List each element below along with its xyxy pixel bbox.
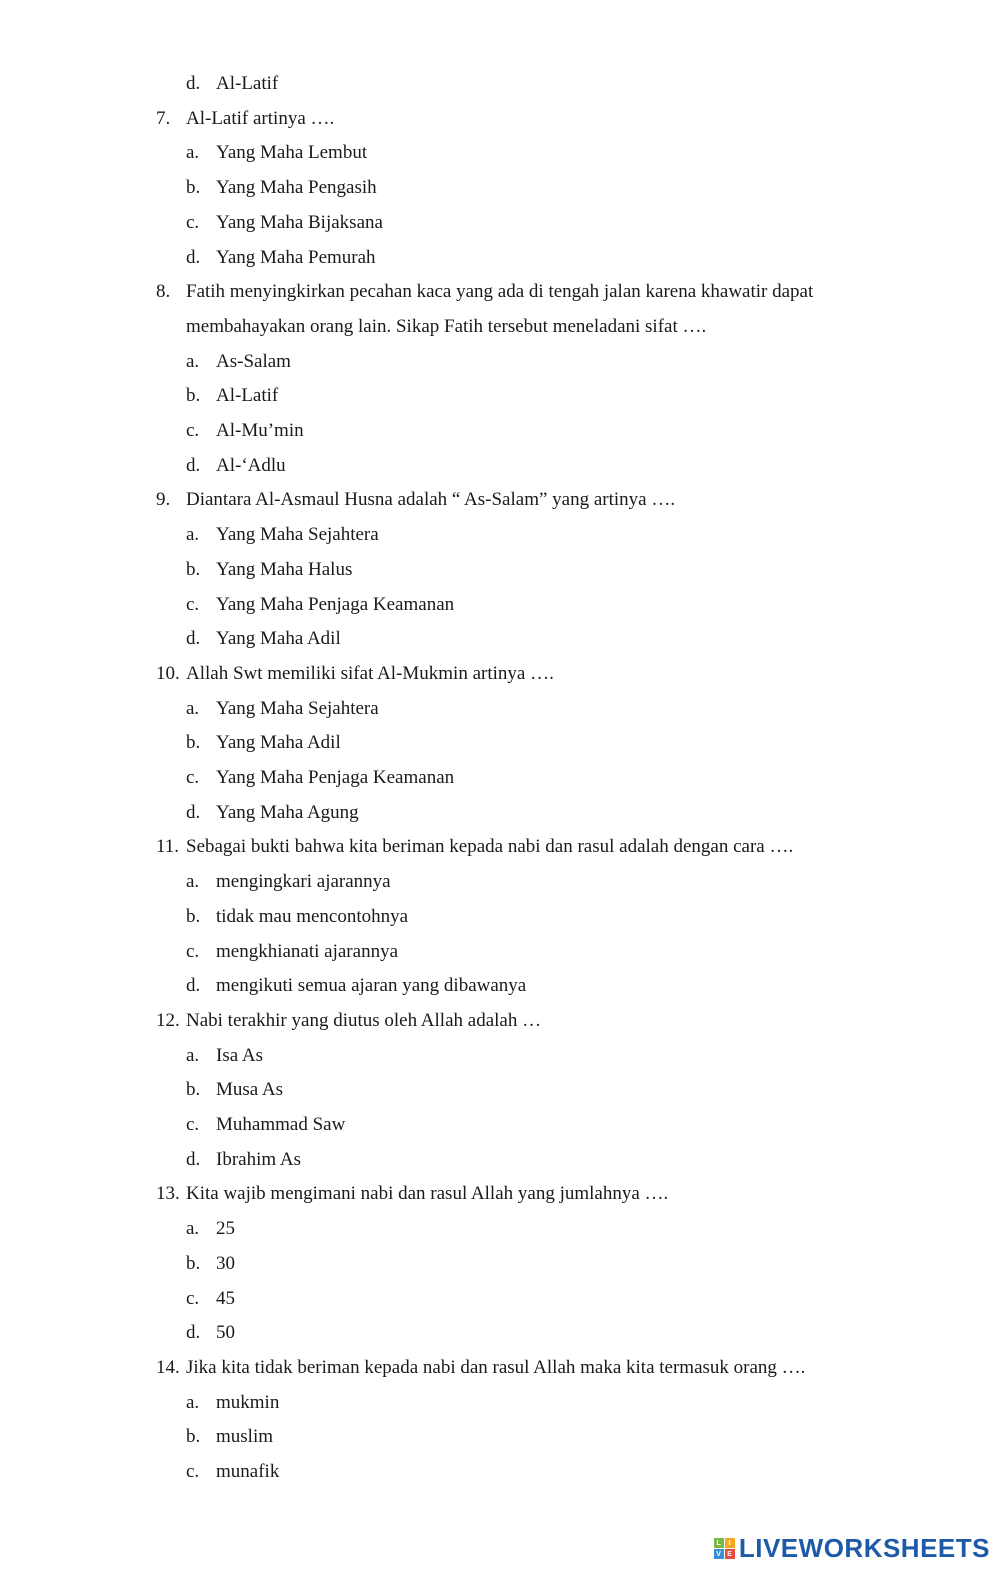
option-letter: b.	[186, 558, 201, 580]
option-letter: d.	[186, 801, 201, 823]
answer-option[interactable]	[186, 454, 286, 478]
question-text: Diantara Al-Asmaul Husna adalah “ As-Salam” yang artinya ….	[186, 489, 676, 511]
option-letter: c.	[186, 420, 200, 441]
option-text: Yang Maha Halus	[216, 558, 353, 580]
question-text: Kita wajib mengimani nabi dan rasul Allah yang jumlahnya ….	[186, 1183, 669, 1205]
liveworksheets-logo[interactable]	[714, 1533, 990, 1564]
option-text: Yang Maha Pengasih	[216, 177, 377, 199]
answer-option[interactable]	[186, 558, 352, 582]
question-number: 9.	[156, 489, 171, 511]
question-text: Nabi terakhir yang diutus oleh Allah adalah …	[186, 1009, 542, 1031]
question-number: 11.	[156, 836, 180, 858]
option-letter: d.	[186, 975, 201, 997]
answer-option[interactable]	[186, 801, 359, 825]
option-text: Yang Maha Bijaksana	[216, 211, 383, 233]
option-text: mengkhianati ajarannya	[216, 940, 399, 962]
logo-square-3: V	[714, 1549, 724, 1559]
answer-option[interactable]	[186, 384, 278, 408]
option-letter: b.	[186, 177, 201, 199]
question-number: 12.	[156, 1009, 180, 1031]
option-letter: d.	[186, 1148, 201, 1170]
answer-option[interactable]	[186, 974, 526, 998]
answer-option[interactable]	[186, 176, 377, 200]
option-text: mengingkari ajarannya	[216, 871, 391, 893]
option-text: mengikuti semua ajaran yang dibawanya	[216, 975, 527, 997]
option-letter: b.	[186, 1252, 201, 1274]
question-number: 7.	[156, 107, 171, 129]
logo-text: LIVEWORKSHEETS	[738, 1533, 990, 1563]
answer-option[interactable]	[186, 627, 341, 651]
question-number: 8.	[156, 281, 171, 303]
question	[156, 1182, 668, 1206]
option-letter: c.	[186, 593, 200, 615]
option-text: muslim	[216, 1426, 274, 1448]
question-text: Allah Swt memiliki sifat Al-Mukmin artinya ….	[186, 662, 554, 684]
answer-option[interactable]	[186, 523, 379, 547]
option-text: mukmin	[216, 1391, 280, 1413]
answer-option[interactable]	[186, 1425, 273, 1449]
option-text: Al-Latif	[216, 385, 279, 407]
option-text: 30	[216, 1252, 235, 1274]
option-letter: a.	[186, 350, 200, 372]
option-letter: c.	[186, 1114, 200, 1135]
question	[156, 1356, 805, 1380]
option-text: Musa As	[216, 1079, 284, 1101]
option-text: Muhammad Saw	[216, 1114, 346, 1135]
option-text: 50	[216, 1322, 235, 1344]
option-letter: a.	[186, 697, 200, 719]
option-text: Yang Maha Sejahtera	[216, 697, 379, 719]
answer-option[interactable]	[186, 870, 391, 894]
option-letter: b.	[186, 732, 201, 754]
option-text: 25	[216, 1218, 235, 1240]
option-letter: c.	[186, 1461, 200, 1482]
option-text: As-Salam	[216, 350, 291, 372]
question-text: Jika kita tidak beriman kepada nabi dan rasul Allah maka kita termasuk orang ….	[186, 1356, 806, 1378]
question-text: Al-Latif artinya ….	[186, 107, 335, 129]
question	[156, 662, 554, 686]
answer-option[interactable]	[186, 350, 291, 374]
logo-square-1: L	[714, 1538, 724, 1548]
option-text: Al-Mu’min	[216, 420, 304, 441]
answer-option[interactable]	[186, 1460, 279, 1484]
question-text: membahayakan orang lain. Sikap Fatih tersebut meneladani sifat ….	[186, 315, 707, 337]
option-letter: a.	[186, 1218, 200, 1240]
option-letter: b.	[186, 905, 201, 927]
option-letter: c.	[186, 767, 200, 788]
option-letter: a.	[186, 1044, 200, 1066]
option-letter: b.	[186, 1426, 201, 1448]
question	[156, 1009, 541, 1033]
option-letter: c.	[186, 1287, 200, 1309]
option-text: 45	[216, 1287, 235, 1309]
question-number: 13.	[156, 1183, 180, 1205]
option-text: Yang Maha Adil	[216, 628, 341, 650]
option-text: Yang Maha Agung	[216, 801, 359, 823]
question	[156, 107, 334, 131]
option-letter: a.	[186, 142, 200, 164]
option-letter: d.	[186, 1322, 201, 1344]
option-letter: a.	[186, 1391, 200, 1413]
answer-option[interactable]	[186, 1391, 279, 1415]
option-text: tidak mau mencontohnya	[216, 905, 409, 927]
option-letter: d.	[186, 246, 201, 268]
option-text: Yang Maha Lembut	[216, 142, 368, 164]
option-text: Yang Maha Sejahtera	[216, 524, 379, 546]
answer-option[interactable]	[186, 1078, 283, 1102]
question-number: 14.	[156, 1356, 180, 1378]
answer-option[interactable]	[186, 1321, 235, 1345]
answer-option[interactable]	[186, 697, 379, 721]
answer-option[interactable]	[186, 419, 304, 443]
answer-option[interactable]	[186, 766, 454, 790]
answer-option[interactable]	[186, 141, 367, 165]
liveworksheets-logo-icon	[714, 1538, 735, 1559]
answer-option[interactable]	[186, 211, 383, 235]
option-text: Yang Maha Adil	[216, 732, 341, 754]
option-letter: c.	[186, 211, 200, 233]
option-text: Yang Maha Pemurah	[216, 246, 376, 268]
answer-option[interactable]	[186, 905, 408, 929]
option-letter: a.	[186, 524, 200, 546]
question	[156, 488, 675, 512]
answer-option[interactable]	[186, 731, 341, 755]
option-text: Ibrahim As	[216, 1148, 301, 1170]
question-text: Sebagai bukti bahwa kita beriman kepada nabi dan rasul adalah dengan cara ….	[186, 836, 794, 858]
answer-option[interactable]	[186, 1044, 263, 1068]
logo-square-2: I	[725, 1538, 735, 1548]
answer-option[interactable]	[186, 1217, 235, 1241]
option-letter: a.	[186, 871, 200, 893]
option-letter: d.	[186, 73, 201, 94]
option-letter: b.	[186, 385, 201, 407]
option-letter: d.	[186, 454, 201, 476]
option-letter: b.	[186, 1079, 201, 1101]
answer-option[interactable]	[186, 940, 398, 964]
option-letter: c.	[186, 940, 200, 962]
answer-option[interactable]	[186, 246, 376, 270]
question	[156, 835, 793, 859]
option-text: Yang Maha Penjaga Keamanan	[216, 593, 455, 615]
answer-option[interactable]	[186, 1148, 301, 1172]
question-number: 10.	[156, 662, 180, 684]
option-text: Isa As	[216, 1044, 263, 1066]
answer-option[interactable]	[186, 1252, 235, 1276]
option-text: Al-‘Adlu	[216, 454, 286, 476]
option-letter: d.	[186, 628, 201, 650]
option-text: Al-Latif	[216, 73, 279, 94]
answer-option[interactable]	[186, 1113, 345, 1137]
answer-option[interactable]	[186, 72, 278, 96]
question-text: Fatih menyingkirkan pecahan kaca yang ada di tengah jalan karena khawatir dapat	[186, 281, 814, 303]
option-text: munafik	[216, 1461, 280, 1482]
question-continuation	[186, 315, 706, 339]
answer-option[interactable]	[186, 593, 454, 617]
option-text: Yang Maha Penjaga Keamanan	[216, 767, 455, 788]
answer-option[interactable]	[186, 1287, 235, 1311]
logo-square-4: E	[725, 1549, 735, 1559]
question	[156, 280, 813, 304]
